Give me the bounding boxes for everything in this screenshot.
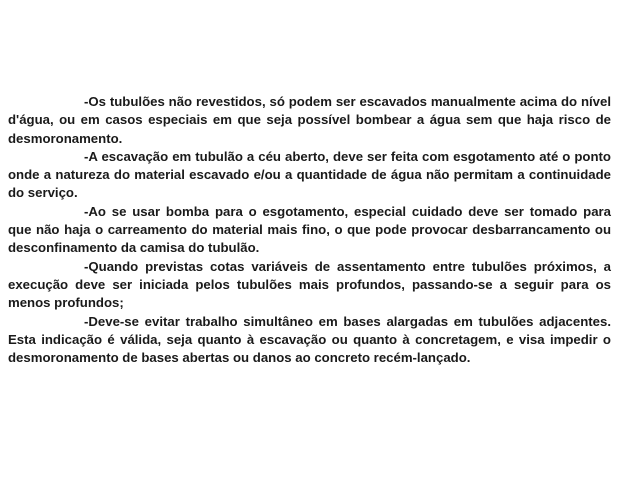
paragraph-open-excavation: -A escavação em tubulão a céu aberto, deve ser feita com esgotamento até o ponto onde a natureza do material escavado e/ou a quantidade de água não permitam a continuidade do serviço.: [8, 148, 611, 201]
paragraph-pump-dewatering: -Ao se usar bomba para o esgotamento, especial cuidado deve ser tomado para que não haja o carreamento do material mais fino, o que pode provocar desbarrancamento ou desconfinamento da camisa do tubulão.: [8, 203, 611, 256]
paragraph-adjacent-bases: -Deve-se evitar trabalho simultâneo em bases alargadas em tubulões adjacentes. Esta indicação é válida, seja quanto à escavação ou quanto à concretagem, e visa impedir o desmoronamento de bases abertas ou danos ao concreto recém-lançado.: [8, 313, 611, 366]
paragraph-variable-elevations: -Quando previstas cotas variáveis de assentamento entre tubulões próximos, a execução deve ser iniciada pelos tubulões mais profundos, passando-se a seguir para os menos profundos;: [8, 258, 611, 311]
paragraph-unlined-caissons: -Os tubulões não revestidos, só podem ser escavados manualmente acima do nível d'água, ou em casos especiais em que seja possível bombear a água sem que haja risco de desmoronamento.: [8, 94, 611, 146]
body-text: [8, 93, 611, 367]
